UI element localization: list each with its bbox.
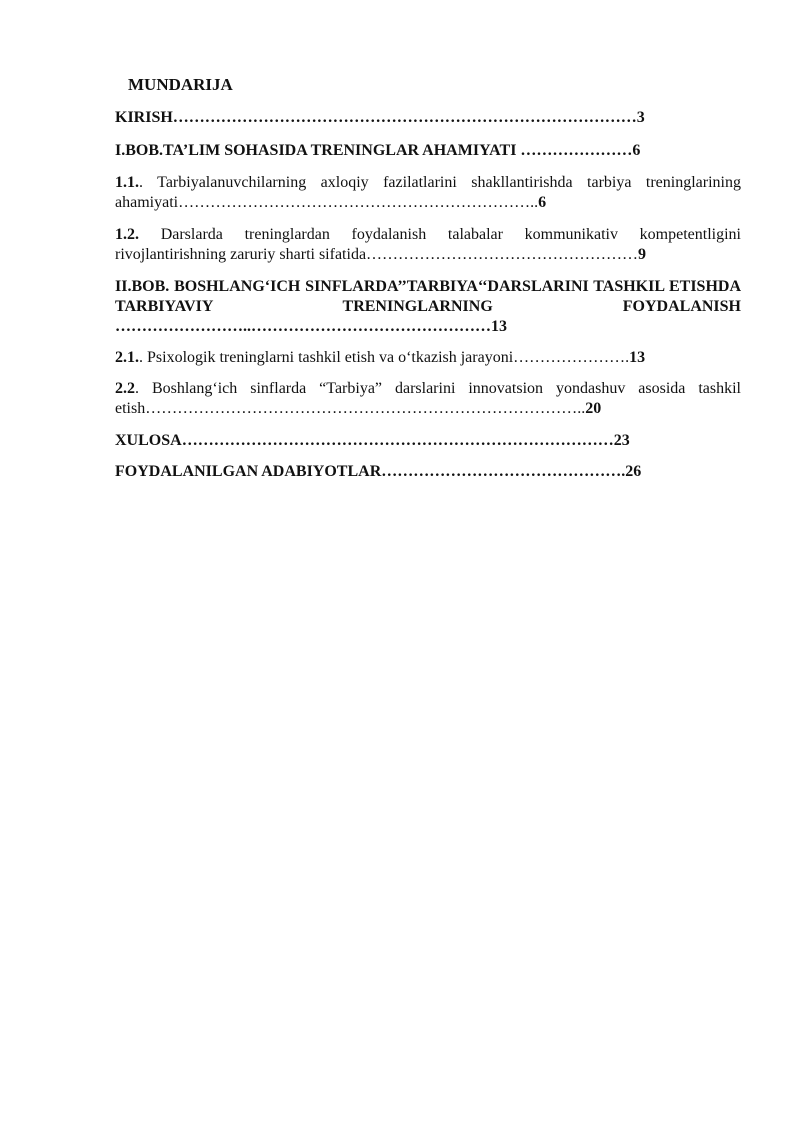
toc-leader-dots: …………………. bbox=[513, 349, 630, 366]
toc-entry-1-2 bbox=[115, 225, 741, 265]
toc-title: MUNDARIJA bbox=[128, 75, 233, 94]
toc-page-number: 23 bbox=[613, 432, 630, 449]
toc-entry-number: 1.2. bbox=[115, 226, 139, 243]
toc-leader-dots: …………………………………………… bbox=[366, 246, 639, 263]
toc-entry-text: . Boshlang‘ich sinflarda “Tarbiya” darslarini innovatsion yondashuv asosida tashkil etish bbox=[115, 380, 741, 417]
toc-entry-text: FOYDALANILGAN ADABIYOTLAR bbox=[115, 463, 382, 480]
toc-page-number: 3 bbox=[636, 109, 645, 126]
toc-entry-text: KIRISH bbox=[115, 109, 173, 126]
toc-entry-number: 2.2 bbox=[115, 380, 135, 397]
toc-entry-text: . Psixologik treninglarni tashkil etish va o‘tkazish jarayoni bbox=[139, 349, 514, 366]
toc-entry-text: . Tarbiyalanuvchilarning axloqiy fazilatlarini shakllantirishda tarbiya treninglarining ahamiyati bbox=[115, 174, 741, 211]
toc-leader-dots: ……………………..……………………………………… bbox=[115, 318, 491, 335]
toc-entry-kirish bbox=[115, 108, 741, 128]
toc-page-number: 20 bbox=[585, 400, 602, 417]
toc-entry-xulosa bbox=[115, 431, 741, 451]
toc-entry-chapter-2 bbox=[115, 277, 741, 337]
toc-entry-text: Darslarda treninglardan foydalanish talabalar kommunikativ kompetentligini rivojlantirishning zaruriy sharti sifatida bbox=[115, 226, 741, 263]
toc-entry-2-2 bbox=[115, 379, 741, 419]
toc-entry-text: II.BOB. BOSHLANG‘ICH SINFLARDA’’TARBIYA‘‘DARSLARINI TASHKIL ETISHDA TARBIYAVIY TRENINGLARNING FOYDALANISH bbox=[115, 278, 741, 315]
toc-leader-dots: ……………………………………………………………………….. bbox=[145, 400, 586, 417]
toc-leader-dots: ………………………………………………………….. bbox=[178, 194, 539, 211]
toc-entry-text: XULOSA bbox=[115, 432, 182, 449]
toc-page-number: 13 bbox=[629, 349, 646, 366]
table-of-contents bbox=[115, 74, 741, 492]
toc-entry-1-1 bbox=[115, 173, 741, 213]
toc-page-number: 9 bbox=[638, 246, 647, 263]
toc-entry-adabiyotlar bbox=[115, 462, 741, 482]
toc-page-number: 6 bbox=[538, 194, 547, 211]
toc-leader-dots: ……………………………………………………………………… bbox=[181, 432, 614, 449]
toc-leader-dots: ………………………………………. bbox=[381, 463, 626, 480]
toc-entry-text: I.BOB.TA’LIM SOHASIDA TRENINGLAR AHAMIYATI bbox=[115, 142, 521, 159]
toc-page-number: 6 bbox=[632, 142, 641, 159]
toc-entry-chapter-1 bbox=[115, 141, 741, 161]
toc-page-number: 26 bbox=[625, 463, 642, 480]
toc-entry-number: 1.1. bbox=[115, 174, 139, 191]
toc-leader-dots: ………………… bbox=[520, 142, 633, 159]
toc-page-number: 13 bbox=[491, 318, 507, 335]
toc-leader-dots: …………………………………………………………………………… bbox=[172, 109, 637, 126]
toc-entry-2-1 bbox=[115, 348, 741, 368]
toc-entry-number: 2.1. bbox=[115, 349, 139, 366]
